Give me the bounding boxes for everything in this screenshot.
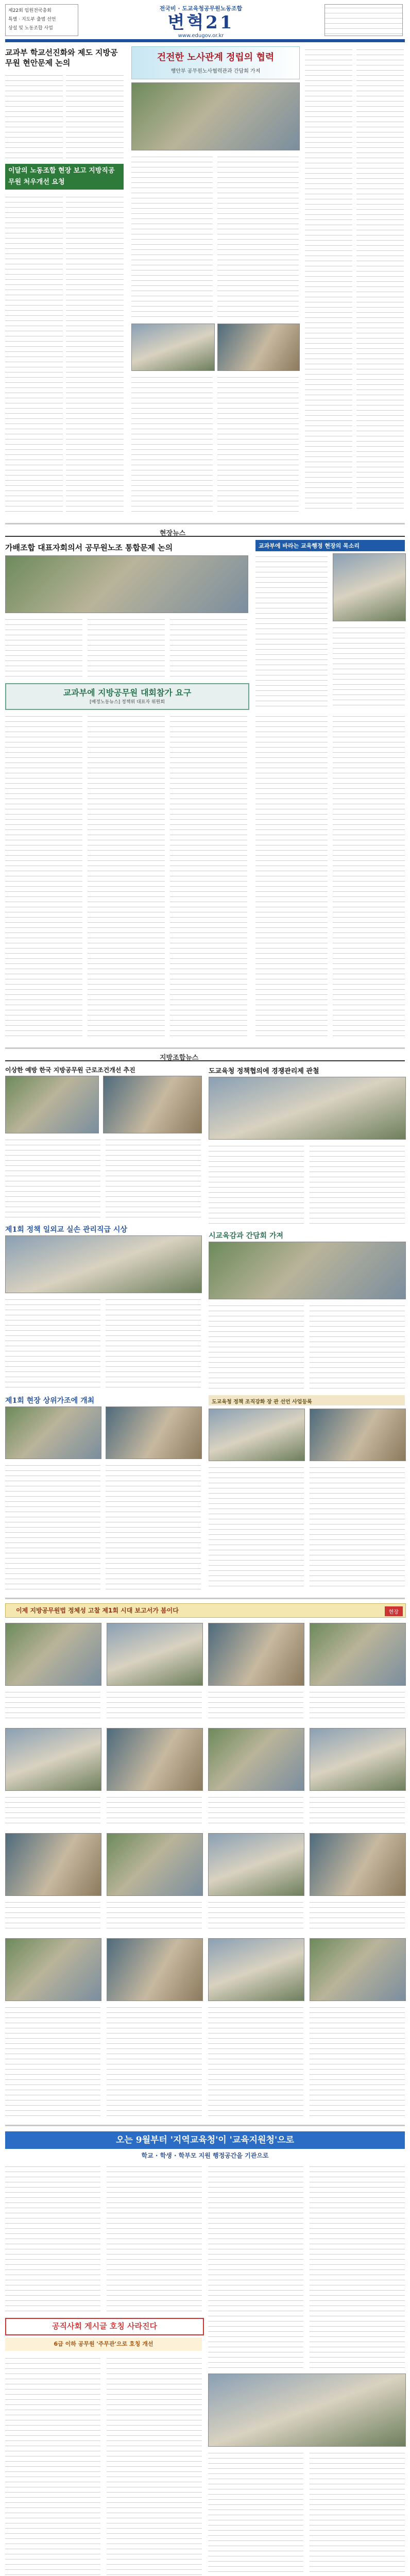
p3-headline-mid: 제1회 정책 일외교 실손 관리직급 시상 — [5, 1226, 127, 1234]
p1-left-headline: 교과부 학교선진화와 제도 지방공무원 현안문제 논의 — [5, 48, 118, 67]
p5-callout2 — [5, 2337, 202, 2351]
p3-photo-c — [5, 1235, 202, 1293]
p4-photo-10 — [107, 1833, 203, 1896]
page-1 — [5, 0, 405, 524]
page-3 — [5, 1049, 405, 1599]
p5-photo — [208, 2374, 406, 2447]
masthead-rule — [5, 39, 405, 42]
p4-caption-5 — [5, 1794, 100, 1825]
p4-caption-2 — [107, 1689, 202, 1720]
p1-center-sub: 행안부 공무원노사협력관과 간담회 가져 — [170, 69, 261, 74]
p3-text-col-c — [5, 1296, 100, 1389]
p3-page-bar — [5, 1052, 405, 1061]
p5-sub: 학교 · 학생 · 학부모 지원 행정공간을 기관으로 — [141, 2152, 269, 2159]
p2-text-col-f — [170, 713, 247, 1038]
page-2 — [5, 524, 405, 1049]
p3-photo-g — [209, 1242, 406, 1299]
p1-text-col-a — [5, 72, 63, 160]
p1-text-col-i — [305, 46, 352, 513]
p5-callout1 — [5, 2318, 204, 2335]
p5-text-col-d — [310, 2163, 405, 2369]
p1-main-photo — [131, 82, 300, 150]
p4-photo-9 — [5, 1833, 101, 1896]
p4-caption-14 — [107, 2004, 202, 2117]
p3-photo-i — [310, 1409, 406, 1461]
p4-banner-text: 이제 지방공무원법 정체성 고찰 제1회 시대 보고서가 봄이다 — [16, 1607, 179, 1614]
p4-photo-6 — [107, 1728, 203, 1791]
p5-text-col-g — [208, 2450, 303, 2576]
p2-text-col-c — [170, 616, 247, 678]
p5-callout1-text: 공직사회 게시글 호칭 사라진다 — [52, 2321, 158, 2331]
p2-right-box-header — [255, 540, 405, 549]
p1-text-col-f — [217, 154, 299, 318]
masthead-title: 변혁21 — [167, 12, 234, 33]
p5-text-col-h — [310, 2450, 405, 2576]
bullet-2: 특별 · 지도부 출범 선언 — [8, 17, 56, 22]
p2-main-photo — [5, 555, 248, 613]
page-4 — [5, 1599, 405, 2126]
p1-center-header — [131, 46, 300, 79]
p4-caption-12 — [310, 1899, 405, 1930]
p4-photo-13 — [5, 1938, 101, 2001]
p4-photo-3 — [208, 1623, 304, 1686]
p2-text-col-j — [333, 713, 405, 1038]
p2-text-col-b — [88, 616, 165, 678]
p1-text-col-e — [131, 154, 213, 318]
p5-text-col-b — [107, 2163, 202, 2313]
p3-text-col-e — [5, 1462, 100, 1591]
p3-text-col-h — [310, 1143, 405, 1225]
p2-section-label: 현장뉴스 — [160, 530, 186, 537]
p4-caption-7 — [208, 1794, 303, 1825]
p5-text-col-a — [5, 2163, 100, 2313]
p3-text-col-b — [106, 1137, 201, 1219]
bullet-1: 제22회 임원전국총회 — [8, 8, 52, 13]
p4-caption-3 — [208, 1689, 303, 1720]
p1-center-headline: 건전한 노사관계 정립의 협력 — [157, 52, 275, 63]
p5-banner — [5, 2131, 405, 2149]
p4-photo-12 — [310, 1833, 406, 1896]
p5-callout2-text: 6급 이하 공무원 '주무관'으로 호칭 개선 — [54, 2341, 153, 2347]
masthead-bullet-box — [5, 4, 78, 36]
p3-text-col-d — [106, 1296, 201, 1389]
p3-photo-a — [5, 1076, 99, 1133]
p3-text-col-j — [310, 1302, 405, 1390]
masthead-subtitle: 전국비 · 도교육청공무원노동조합 — [159, 5, 243, 12]
p4-caption-4 — [310, 1689, 405, 1720]
p4-caption-13 — [5, 2004, 100, 2117]
p3-text-col-a — [5, 1137, 100, 1219]
p2-headline: 가배조합 대표자회의서 공무원노조 통합문제 논의 — [5, 543, 173, 552]
p3-photo-h — [209, 1409, 305, 1461]
p2-text-col-i — [255, 713, 328, 1038]
p2-text-col-d — [5, 713, 82, 1038]
p1-photo-3 — [217, 324, 300, 371]
p2-photo-2 — [333, 553, 406, 621]
p2-text-col-g — [255, 553, 328, 708]
p4-caption-11 — [208, 1899, 303, 1930]
p3-headline-low-left: 제1회 현장 상위가조에 개최 — [5, 1397, 95, 1405]
p4-photo-2 — [107, 1623, 203, 1686]
p2-page-bar — [5, 528, 405, 537]
p3-text-col-l — [310, 1464, 405, 1591]
p3-headline-left: 이상한 예방 한국 지방공무원 근로조건개선 추진 — [5, 1066, 135, 1074]
p5-text-col-f — [107, 2355, 202, 2576]
masthead-url[interactable]: www.edugov.or.kr — [178, 33, 224, 39]
p4-caption-8 — [310, 1794, 405, 1825]
p4-photo-16 — [310, 1938, 406, 2001]
p3-text-col-k — [209, 1464, 304, 1591]
masthead-info-box — [324, 4, 403, 36]
p3-text-col-g — [209, 1143, 304, 1225]
p3-photo-b — [103, 1076, 202, 1133]
p4-caption-9 — [5, 1899, 100, 1930]
p3-headline-right2: 시교육감과 간담회 가져 — [209, 1232, 283, 1240]
p4-banner-tag: 현장 — [385, 1606, 403, 1616]
p3-right-low-header — [209, 1395, 405, 1405]
p5-banner-text: 오는 9월부터 '지역교육청'이 '교육지원청'으로 — [116, 2135, 294, 2145]
p4-photo-8 — [310, 1728, 406, 1791]
p3-text-col-f — [106, 1462, 201, 1591]
p4-caption-15 — [208, 2004, 303, 2117]
p3-headline-low-right: 도교육청 정책 조직강화 장 관 선언 사업등록 — [212, 1399, 312, 1405]
p5-text-col-c — [208, 2163, 303, 2369]
p1-text-col-g — [131, 374, 213, 513]
p1-left-callout: 이달의 노동조합 현장 보고 지방직공무원 처우개선 요청 — [5, 164, 124, 190]
p4-caption-1 — [5, 1689, 100, 1720]
p3-section-label: 지방조합뉴스 — [160, 1054, 199, 1062]
p4-caption-6 — [107, 1794, 202, 1825]
page-5 — [5, 2126, 405, 2576]
bullet-3: 상설 및 노동조합 사업 — [8, 26, 53, 31]
p3-headline-right: 도교육청 정책협의에 경쟁관리제 관철 — [209, 1067, 319, 1075]
p3-text-col-i — [209, 1302, 304, 1390]
p4-photo-11 — [208, 1833, 304, 1896]
p2-text-col-e — [88, 713, 165, 1038]
p4-photo-4 — [310, 1623, 406, 1686]
p2-callout-title: 교과부에 지방공무원 대회참가 요구 — [63, 688, 192, 698]
p3-photo-e — [106, 1406, 202, 1459]
p4-photo-7 — [208, 1728, 304, 1791]
p1-text-col-c — [5, 194, 63, 513]
p4-photo-14 — [107, 1938, 203, 2001]
p4-photo-5 — [5, 1728, 101, 1791]
p1-text-col-b — [66, 72, 124, 160]
p1-text-col-h — [217, 374, 299, 513]
p2-text-col-a — [5, 616, 82, 678]
p1-text-col-d — [66, 194, 124, 513]
p4-caption-16 — [310, 2004, 405, 2117]
p3-photo-d — [5, 1406, 101, 1459]
p4-photo-15 — [208, 1938, 304, 2001]
masthead — [98, 4, 304, 39]
p1-text-col-j — [356, 46, 404, 513]
p2-right-box-title: 교과부에 바라는 교육행정 현장의 목소리 — [255, 540, 405, 551]
p2-callout-sub: [배정노동뉴스] 정책위 대표자 위원회 — [89, 700, 165, 705]
p1-photo-2 — [131, 324, 215, 371]
p4-caption-10 — [107, 1899, 202, 1930]
p4-banner — [5, 1603, 406, 1618]
p4-photo-1 — [5, 1623, 101, 1686]
p2-callout — [5, 683, 249, 710]
p3-photo-f — [209, 1077, 406, 1140]
p5-text-col-e — [5, 2355, 100, 2576]
p2-text-col-h — [333, 624, 405, 708]
